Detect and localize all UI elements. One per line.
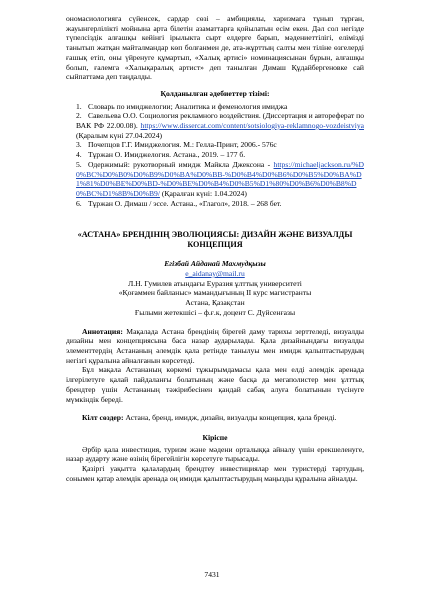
article-title: «АСТАНА» БРЕНДІНІҢ ЭВОЛЮЦИЯСЫ: ДИЗАЙН ЖӘНЕ ВИЗУАЛДЫ КОНЦЕПЦИЯ (77, 230, 353, 250)
reference-item-2: 2. Савельева О.О. Социология рекламного воздействия. (Диссертация и автореферат по ВАК РФ 22.00.08). https://www.dissercat.com/content/sotsiologiya-reklamnogo-vozdeistviya (Қаралым күні 27.04.2024) (76, 111, 364, 140)
abstract-paragraph-1: Аннотация: Мақалада Астана брендінің бірегей даму тарихы зерттеледі, визуалды дизайны мен концепциясына баса назар аударылады. Қала дизайнындағы визуалды элементтердің Астананың әлемдік қала ретінде танылуы мен имидж қалыптастырудың негізгі құралына айналғанын көрсетеді. (66, 326, 364, 365)
reference-item-4: 4. Тұржан О. Имиджелогия. Астана., 2019. – 177 б. (76, 150, 246, 160)
abstract-paragraph-2: Бұл мақала Астананың көркемі тұжырымдамасы қала мен елді әлемдік аренада ілгерілетуге қалай пайдаланғы болатының және басқа да мегаполистер мен ұлттық брендтер үшін Астананың тәжірибесінен қандай сабақ алуға болатынын түсінуге мүмкіндік береді. (66, 365, 364, 404)
reference-item-1: 1. Словарь по имиджелогии; Аналитика и феменология имиджа (76, 101, 288, 111)
author-block (66, 259, 364, 317)
keywords-label: Кілт сөздер: (82, 413, 124, 423)
author-university: Л.Н. Гумилев атындағы Еуразия ұлттық университеті (128, 278, 302, 288)
introduction-paragraph-2: Қазіргі уақытта қалалардың брендтеу инвестициялар мен туристерді тартудың, сонымен қатар әлемдік аренада оң имидж қалыптастырудың маңызды құралына айналды. (66, 464, 364, 483)
abstract-label: Аннотация: (82, 326, 123, 336)
reference-item-3: 3. Почепцов Г.Г. Имиджелогия. М.: Гелла-Принт, 2006.- 576с (76, 140, 277, 150)
introduction-heading: Кіріспе (202, 432, 228, 442)
reference-item-5: 5. Одержимый: рукотворный имидж Майкла Джексона - https://michaeljackson.ru/%D0%BC%D0%B0%D0%B9%D0%BA%D0%BB-%D0%B4%D0%B6%D0%B5%D0%BA%D1%81%D0%BE%D0%BD-%D0%BE%D0%B4%D0%B5%D1%80%D0%B6%D0%B8%D0%BC%D1%8B%D0%B9/ (Қаралған күні: 1.04.2024) (76, 159, 364, 198)
author-city: Астана, Қазақстан (185, 298, 245, 308)
page-number: 7431 (204, 570, 220, 579)
references-list (66, 102, 364, 209)
reference-item-6: 6. Тұржан О. Димаш / эссе. Астана., «Глагол», 2018. – 268 бет. (76, 198, 282, 208)
author-program: «Қоғаммен байланыс» мамандығының II курс магистранты (118, 288, 312, 298)
reference-link-5[interactable]: https://michaeljackson.ru/%D0%BC%D0%B0%D0%B9%D0%BA%D0%BB-%D0%B4%D0%B6%D0%B5%D0%BA%D1%81%D0%BE%D0%BD-%D0%BE%D0%B4%D0%B5%D1%80%D0%B6%D0%B8%D0%BC%D1%8B%D0%B9/ (76, 159, 364, 198)
intro-paragraph: ономасиологиягa сүйенсек, сардар сөзі – амбициялы, харизмагa тұнып тұрған, жауынгерлілікті мойнына арта білетін азаматтарға қойылатын есім екен. Дәл сол негізде түпелсіздік алғашқы кейінгі ірылыкта сырт елдерге барып, мәдениеттілігі, елімізді танытып жатқан майталмандар көп болғанмен де, ата-жұрттың салты мен тілінe өзгелерді ғашық етіп, оны үйренуге құмартып, «Халық артисі» номинациясынан бұрын, алғашқы болып, ғалемга «Халықаралық артист» деп танылған Димаш Құдайбергеновке сай сыйпаттама деп таңдалды. (66, 14, 364, 82)
references-heading: Қолданылған әдебиеттер тізімі: (160, 88, 270, 98)
introduction-paragraph-1: Әрбір қала инвестиция, туризм және мәдени орталыққа айналу үшін ерекшеленуге, назар аударту және өзінің бірегейлігін көрсетуге тырысады. (66, 444, 364, 464)
keywords-line: Кілт сөздер: Астана, бренд, имидж, дизайн, визуалды концепция, қала брендi. (82, 413, 337, 423)
author-name: Егізбай Айданай Махмудқызы (164, 259, 266, 269)
abstract-section (66, 327, 364, 405)
author-supervisor: Ғылыми жетекшісі – ф.ғ.к, доцент С. Дүйсенғазы (134, 307, 296, 317)
author-email[interactable]: e_aidanay@mail.ru (185, 269, 245, 279)
reference-link-2[interactable]: https://www.dissercat.com/content/sotsiologiya-reklamnogo-vozdeistviya (140, 121, 364, 131)
